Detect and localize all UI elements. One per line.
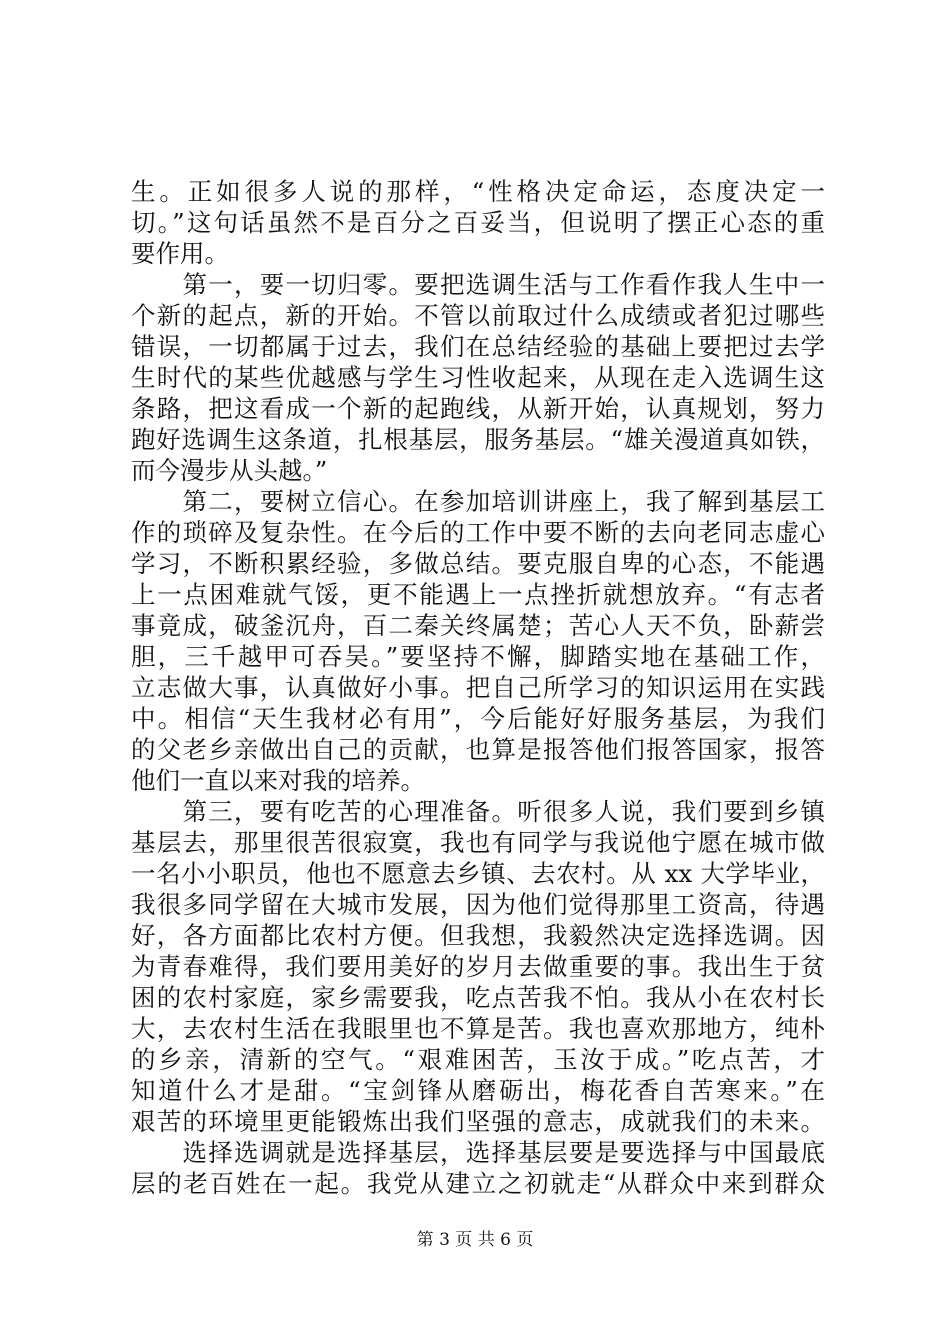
text-line: 胆，三千越甲可吞吴。”要坚持不懈，脚踏实地在基础工作， — [131, 642, 825, 671]
text-line: 中。相信“天生我材必有用”，今后能好好服务基层，为我们 — [131, 704, 825, 733]
text-line: 切。”这句话虽然不是百分之百妥当，但说明了摆正心态的重 — [131, 208, 825, 237]
document-body — [131, 176, 825, 1199]
text-line: 的父老乡亲做出自己的贡献，也算是报答他们报答国家，报答 — [131, 735, 825, 764]
text-line: 一名小小职员，他也不愿意去乡镇、去农村。从 xx 大学毕业， — [131, 859, 825, 888]
page-number-footer: 第 3 页 共 6 页 — [416, 1230, 534, 1250]
text-line: 选择选调就是选择基层，选择基层要是要选择与中国最底 — [131, 1138, 825, 1167]
text-line: 上一点困难就气馁，更不能遇上一点挫折就想放弃。“有志者 — [131, 580, 825, 609]
text-line: 要作用。 — [131, 239, 229, 268]
text-line: 好，各方面都比农村方便。但我想，我毅然决定选择选调。因 — [131, 921, 825, 950]
text-line: 而今漫步从头越。” — [131, 456, 328, 485]
text-line: 作的琐碎及复杂性。在今后的工作中要不断的去向老同志虚心 — [131, 518, 825, 547]
text-line: 的乡亲，清新的空气。“艰难困苦，玉汝于成。”吃点苦，才 — [131, 1045, 825, 1074]
text-line: 基层去，那里很苦很寂寞，我也有同学与我说他宁愿在城市做 — [131, 828, 825, 857]
text-line: 层的老百姓在一起。我党从建立之初就走“从群众中来到群众 — [131, 1169, 825, 1198]
text-line: 困的农村家庭，家乡需要我，吃点苦我不怕。我从小在农村长 — [131, 983, 825, 1012]
text-line: 我很多同学留在大城市发展，因为他们觉得那里工资高，待遇 — [131, 890, 825, 919]
text-line: 他们一直以来对我的培养。 — [131, 766, 425, 795]
text-line: 生时代的某些优越感与学生习性收起来，从现在走入选调生这 — [131, 363, 825, 392]
text-line: 学习，不断积累经验，多做总结。要克服自卑的心态，不能遇 — [131, 549, 825, 578]
text-line: 第一，要一切归零。要把选调生活与工作看作我人生中一 — [131, 270, 825, 299]
text-line: 为青春难得，我们要用美好的岁月去做重要的事。我出生于贫 — [131, 952, 825, 981]
text-line: 事竟成，破釜沉舟，百二秦关终属楚；苦心人天不负，卧薪尝 — [131, 611, 825, 640]
text-line: 条路，把这看成一个新的起跑线，从新开始，认真规划，努力 — [131, 394, 825, 423]
text-line: 错误，一切都属于过去，我们在总结经验的基础上要把过去学 — [131, 332, 825, 361]
text-line: 跑好选调生这条道，扎根基层，服务基层。“雄关漫道真如铁， — [131, 425, 825, 454]
text-line: 大，去农村生活在我眼里也不算是苦。我也喜欢那地方，纯朴 — [131, 1014, 825, 1043]
text-line: 知道什么才是甜。“宝剑锋从磨砺出，梅花香自苦寒来。”在 — [131, 1076, 825, 1105]
text-line: 第二，要树立信心。在参加培训讲座上，我了解到基层工 — [131, 487, 825, 516]
text-line: 艰苦的环境里更能锻炼出我们坚强的意志，成就我们的未来。 — [131, 1107, 825, 1136]
text-line: 立志做大事，认真做好小事。把自己所学习的知识运用在实践 — [131, 673, 825, 702]
text-line: 生。正如很多人说的那样，“性格决定命运，态度决定一 — [131, 177, 825, 206]
text-line: 个新的起点，新的开始。不管以前取过什么成绩或者犯过哪些 — [131, 301, 825, 330]
text-line: 第三，要有吃苦的心理准备。听很多人说，我们要到乡镇 — [131, 797, 825, 826]
